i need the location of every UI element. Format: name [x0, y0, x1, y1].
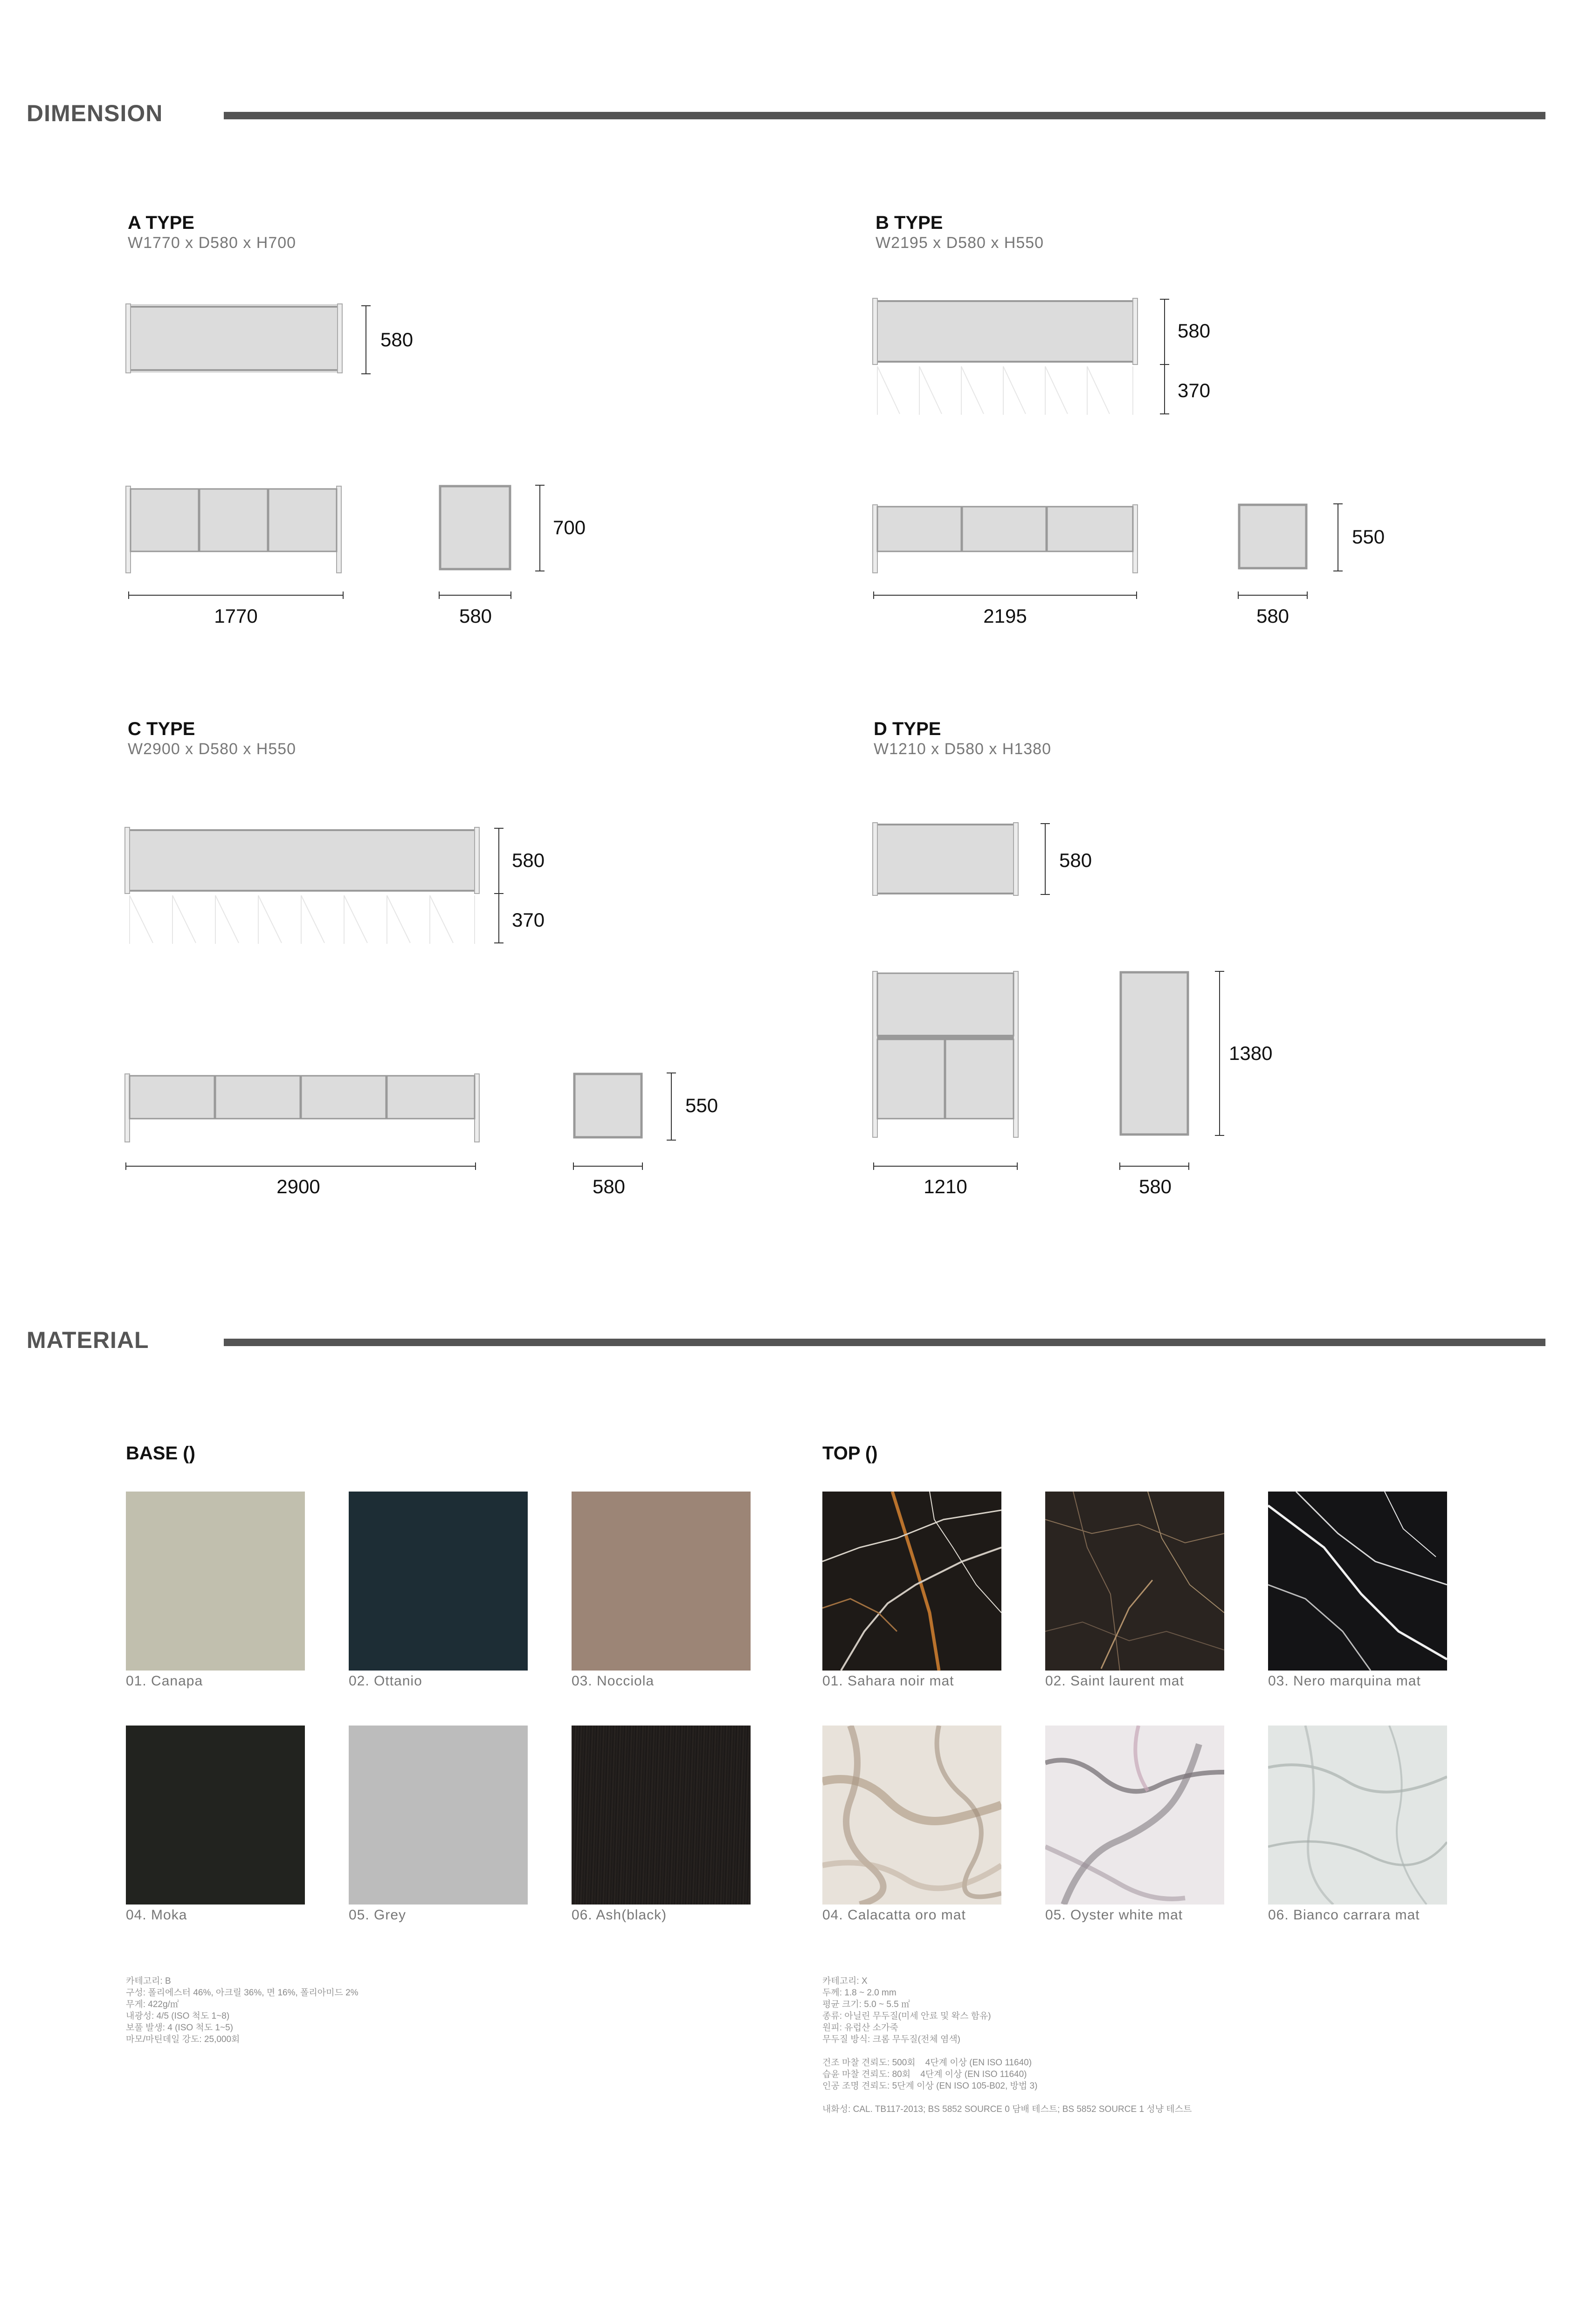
a-type-height-label: 700	[553, 516, 586, 538]
top-swatch-nero-marquina[interactable]	[1268, 1492, 1447, 1671]
base-swatch-label: 04. Moka	[126, 1907, 187, 1923]
top-swatch-label: 05. Oyster white mat	[1045, 1907, 1183, 1923]
dimension-title: DIMENSION	[27, 100, 163, 126]
dimension-divider	[224, 112, 1545, 119]
d-type-height-label: 1380	[1229, 1042, 1273, 1064]
material-section-header	[27, 1327, 1545, 1355]
c-type-side-depth-label: 580	[592, 1176, 626, 1197]
top-swatch-label: 03. Nero marquina mat	[1268, 1673, 1421, 1689]
b-type-height-label: 550	[1352, 526, 1385, 548]
b-type-title: B TYPE	[876, 213, 943, 233]
d-type-side-depth-label: 580	[1138, 1176, 1172, 1197]
base-swatch-label: 05. Grey	[349, 1907, 407, 1923]
top-swatch-oyster-white[interactable]	[1045, 1726, 1224, 1905]
base-title: BASE ()	[126, 1443, 195, 1464]
c-type-side-view	[572, 1071, 689, 1183]
base-swatch-ottanio[interactable]	[349, 1492, 528, 1671]
material-title: MATERIAL	[27, 1327, 149, 1353]
d-type-width-label: 1210	[924, 1176, 967, 1197]
d-type-top-view	[873, 823, 1059, 907]
d-type-depth-label: 580	[1059, 849, 1092, 871]
c-type-top-view	[125, 823, 507, 949]
base-swatch-moka[interactable]	[126, 1726, 305, 1905]
a-type-side-depth-label: 580	[459, 605, 492, 627]
a-type-title: A TYPE	[128, 213, 194, 233]
top-swatch-label: 02. Saint laurent mat	[1045, 1673, 1184, 1689]
top-swatch-label: 01. Sahara noir mat	[822, 1673, 954, 1689]
base-swatch-canapa[interactable]	[126, 1492, 305, 1671]
base-swatch-ash-black[interactable]	[572, 1726, 751, 1905]
top-title: TOP ()	[822, 1443, 878, 1464]
base-swatch-label: 02. Ottanio	[349, 1673, 422, 1689]
b-type-top-view	[873, 294, 1171, 419]
d-type-front-view	[873, 969, 1036, 1184]
b-type-size: W2195 x D580 x H550	[876, 234, 1044, 252]
base-swatch-label: 06. Ash(black)	[572, 1907, 667, 1923]
d-type-side-view	[1119, 969, 1240, 1184]
c-type-front-view	[125, 1071, 489, 1183]
a-type-front-view	[126, 482, 359, 618]
b-type-extra-label: 370	[1178, 379, 1211, 401]
top-swatch-sahara-noir[interactable]	[822, 1492, 1001, 1671]
b-type-front-view	[873, 501, 1143, 618]
a-type-size: W1770 x D580 x H700	[128, 234, 297, 252]
top-swatch-label: 04. Calacatta oro mat	[822, 1907, 966, 1923]
d-type-title: D TYPE	[874, 719, 941, 739]
a-type-top-view	[126, 298, 387, 392]
a-type-depth-label: 580	[380, 329, 414, 351]
c-type-depth-label: 580	[512, 849, 545, 871]
c-type-height-label: 550	[685, 1094, 718, 1116]
top-swatch-saint-laurent[interactable]	[1045, 1492, 1224, 1671]
b-type-side-view	[1237, 501, 1354, 618]
top-swatch-calacatta-oro[interactable]	[822, 1726, 1001, 1905]
c-type-size: W2900 x D580 x H550	[128, 740, 297, 758]
top-spec-notes: 카테고리: X 두께: 1.8 ~ 2.0 mm 평균 크기: 5.0 ~ 5.5 ㎡ 종류: 아닐린 무두질(미세 안료 및 왁스 함유) 원피: 유럽산 소가죽 무두질 방식: 크롬 무두질(전체 염색) 건조 마찰 견뢰도: 500회 4단계 이상 (EN ISO 11640) 습윤 마찰 견뢰도: 80회 4단계 이상 (EN ISO 11640) 인공 조명 견뢰도: 5단계 이상 (EN ISO 105-B02, 방법 3) 내화성: CAL. TB117-2013; BS 5852 SOURCE 0 담배 테스트; BS 5852 SOURCE 1 성냥 테스트	[822, 1976, 1192, 2114]
b-type-side-depth-label: 580	[1256, 605, 1289, 627]
c-type-extra-label: 370	[512, 909, 545, 931]
top-swatch-label: 06. Bianco carrara mat	[1268, 1907, 1420, 1923]
d-type-size: W1210 x D580 x H1380	[874, 740, 1051, 758]
top-swatch-bianco-carrara[interactable]	[1268, 1726, 1447, 1905]
base-swatch-label: 03. Nocciola	[572, 1673, 655, 1689]
b-type-width-label: 2195	[983, 605, 1027, 627]
base-swatch-label: 01. Canapa	[126, 1673, 203, 1689]
base-swatch-grey[interactable]	[349, 1726, 528, 1905]
base-spec-notes: 카테고리: B 구성: 폴리에스터 46%, 아크릴 36%, 면 16%, 폴리아미드 2% 무게: 422g/㎡ 내광성: 4/5 (ISO 척도 1~8) 보풀 발생: 4 (ISO 척도 1~5) 마모/마틴데일 강도: 25,000회	[126, 1976, 359, 2044]
a-type-width-label: 1770	[214, 605, 258, 627]
c-type-width-label: 2900	[276, 1176, 320, 1197]
dimension-section-header	[27, 100, 1545, 128]
c-type-title: C TYPE	[128, 719, 195, 739]
material-divider	[224, 1339, 1545, 1346]
base-swatch-nocciola[interactable]	[572, 1492, 751, 1671]
a-type-side-view	[438, 482, 559, 618]
b-type-depth-label: 580	[1178, 320, 1211, 342]
